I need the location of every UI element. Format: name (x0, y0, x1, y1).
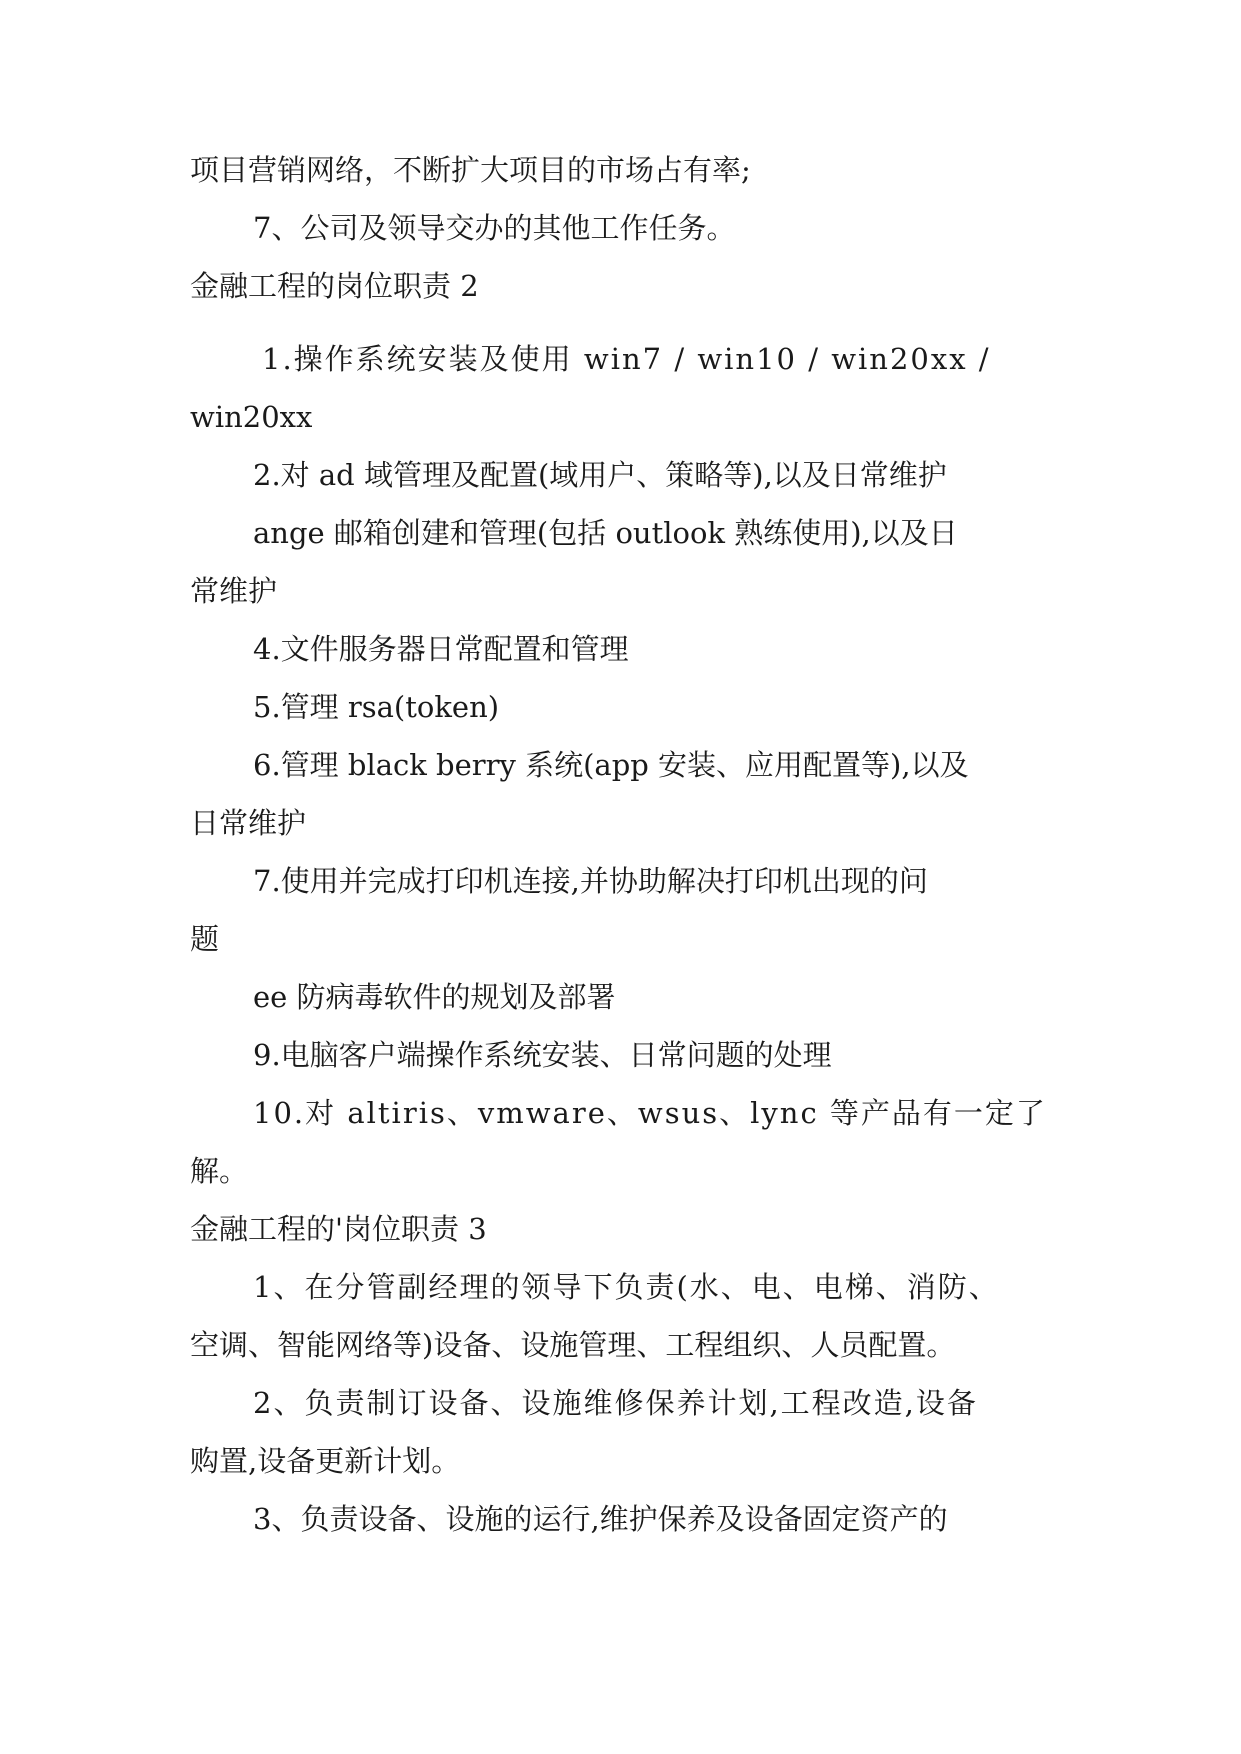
paragraph-line: 7、公司及领导交办的其他工作任务。 (253, 211, 736, 245)
paragraph-line: 日常维护 (190, 806, 307, 840)
paragraph-line: ee 防病毒软件的规划及部署 (253, 980, 616, 1014)
paragraph-line: 7.使用并完成打印机连接,并协助解决打印机出现的问 (253, 864, 928, 898)
section-heading-2: 金融工程的岗位职责 2 (190, 269, 479, 303)
paragraph-line: 5.管理 rsa(token) (253, 690, 500, 724)
paragraph-line: 项目营销网络，不断扩大项目的市场占有率; (190, 153, 751, 187)
paragraph-line: 10.对 altiris、vmware、wsus、lync 等产品有一定了 (253, 1096, 1047, 1130)
paragraph-line: 1.操作系统安装及使用 win7 / win10 / win20xx / (262, 342, 991, 376)
section-heading-3: 金融工程的'岗位职责 3 (190, 1212, 487, 1246)
paragraph-line: 常维护 (190, 574, 278, 608)
paragraph-line: 3、负责设备、设施的运行,维护保养及设备固定资产的 (253, 1502, 948, 1536)
paragraph-line: 6.管理 black berry 系统(app 安装、应用配置等),以及 (253, 748, 969, 782)
paragraph-line: ange 邮箱创建和管理(包括 outlook 熟练使用),以及日 (253, 516, 958, 550)
paragraph-line: 2.对 ad 域管理及配置(域用户、策略等),以及日常维护 (253, 458, 947, 492)
paragraph-line: 2、负责制订设备、设施维修保养计划,工程改造,设备 (253, 1386, 978, 1420)
paragraph-line: win20xx (190, 400, 313, 434)
paragraph-line: 解。 (190, 1154, 249, 1188)
paragraph-line: 1、在分管副经理的领导下负责(水、电、电梯、消防、 (253, 1270, 1000, 1304)
paragraph-line: 题 (190, 922, 220, 956)
paragraph-line: 4.文件服务器日常配置和管理 (253, 632, 629, 666)
paragraph-line: 购置,设备更新计划。 (190, 1444, 461, 1478)
paragraph-line: 9.电脑客户端操作系统安装、日常问题的处理 (253, 1038, 832, 1072)
paragraph-line: 空调、智能网络等)设备、设施管理、工程组织、人员配置。 (190, 1328, 956, 1362)
